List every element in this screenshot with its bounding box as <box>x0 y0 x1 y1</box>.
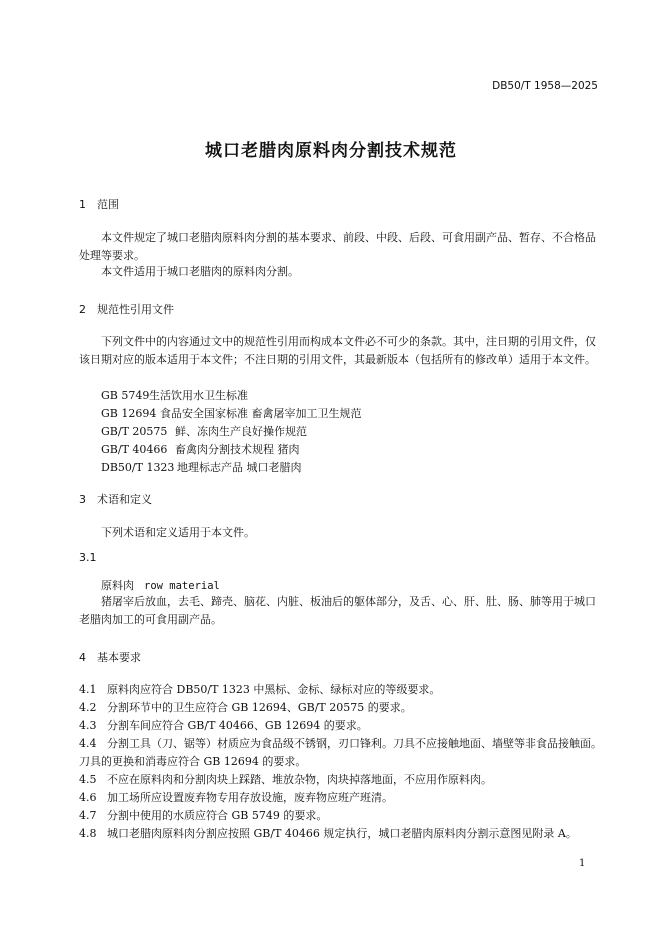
section-1-paragraph-1: 本文件规定了城口老腊肉原料肉分割的基本要求、前段、中段、后段、可食用副产品、暂存、不合格品处理等要求。 <box>79 231 596 262</box>
requirement-text: 分割车间应符合 GB/T 40466、GB 12694 的要求。 <box>107 719 368 732</box>
reference-item <box>101 423 307 439</box>
reference-item <box>101 441 300 457</box>
section-title: 基本要求 <box>97 651 141 664</box>
section-number: 2 <box>79 303 86 316</box>
term-entry <box>101 577 220 593</box>
section-3-heading <box>79 491 152 507</box>
requirement-item <box>79 717 603 735</box>
reference-code: GB/T 40466 <box>101 443 168 456</box>
requirement-text: 分割环节中的卫生应符合 GB 12694、GB/T 20575 的要求。 <box>107 701 412 714</box>
requirement-number: 4.5 <box>79 773 97 786</box>
reference-item <box>101 459 302 475</box>
requirement-text: 城口老腊肉原料肉分割应按照 GB/T 40466 规定执行，城口老腊肉原料肉分割示意图见附录 A。 <box>107 827 577 840</box>
requirement-item <box>79 825 603 843</box>
section-number: 4 <box>79 651 86 664</box>
requirement-number: 4.2 <box>79 701 97 714</box>
reference-code: DB50/T 1323 <box>101 461 175 474</box>
requirement-number: 4.6 <box>79 791 97 804</box>
reference-title: 地理标志产品 城口老腊肉 <box>177 461 302 474</box>
requirement-text: 不应在原料肉和分割肉块上踩踏、堆放杂物，肉块掉落地面，不应用作原料肉。 <box>107 773 492 786</box>
section-number: 3 <box>79 493 86 506</box>
requirement-number: 4.4 <box>79 737 97 750</box>
reference-item <box>101 405 362 421</box>
reference-code: GB 5749 <box>101 389 150 402</box>
requirement-text: 加工场所应设置废弃物专用存放设施，废弃物应班产班清。 <box>107 791 393 804</box>
section-4-heading <box>79 649 141 665</box>
reference-title: 生活饮用水卫生标准 <box>149 389 248 402</box>
subsection-number: 3.1 <box>79 551 97 564</box>
term-english: row material <box>144 580 220 592</box>
page-title: 城口老腊肉原料肉分割技术规范 <box>205 141 457 161</box>
requirement-number: 4.7 <box>79 809 97 822</box>
section-2-heading <box>79 301 174 317</box>
requirement-item <box>79 699 603 717</box>
requirement-item <box>79 735 603 771</box>
term-definition: 猪屠宰后放血，去毛、蹄壳、脑花、内脏、板油后的躯体部分，及舌、心、肝、肚、肠、肺等用于城口老腊肉加工的可食用副产品。 <box>79 595 596 626</box>
requirement-text: 分割中使用的水质应符合 GB 5749 的要求。 <box>107 809 328 822</box>
requirement-item <box>79 807 603 825</box>
requirement-number: 4.1 <box>79 683 97 696</box>
section-number: 1 <box>79 198 86 211</box>
page-number: 1 <box>579 858 586 869</box>
reference-title: 鲜、冻肉生产良好操作规范 <box>175 425 307 438</box>
section-3-paragraph-1: 下列术语和定义适用于本文件。 <box>101 526 255 539</box>
requirement-number: 4.8 <box>79 827 97 840</box>
requirement-number: 4.3 <box>79 719 97 732</box>
section-1-paragraph-2: 本文件适用于城口老腊肉的原料肉分割。 <box>101 265 299 278</box>
standard-number: DB50/T 1958—2025 <box>492 80 598 92</box>
section-title: 范围 <box>97 198 119 211</box>
requirement-item <box>79 681 603 699</box>
requirement-item <box>79 771 603 789</box>
section-1-heading <box>79 196 119 212</box>
requirement-item <box>79 789 603 807</box>
reference-title: 畜禽肉分割技术规程 猪肉 <box>175 443 300 456</box>
section-title: 术语和定义 <box>97 493 152 506</box>
section-title: 规范性引用文件 <box>97 303 174 316</box>
requirement-text: 分割工具（刀、锯等）材质应为食品级不锈钢，刃口锋利。刀具不应接触地面、墙壁等非食品接触面。刀具的更换和消毒应符合 GB 12694 的要求。 <box>79 737 602 768</box>
reference-code: GB/T 20575 <box>101 425 168 438</box>
reference-title: 食品安全国家标准 畜禽屠宰加工卫生规范 <box>160 407 362 420</box>
reference-code: GB 12694 <box>101 407 157 420</box>
requirement-text: 原料肉应符合 DB50/T 1323 中黑标、金标、绿标对应的等级要求。 <box>107 683 441 696</box>
reference-item <box>101 387 248 403</box>
section-2-paragraph-1: 下列文件中的内容通过文中的规范性引用而构成本文件必不可少的条款。其中，注日期的引用文件，仅该日期对应的版本适用于本文件；不注日期的引用文件，其最新版本（包括所有的修改单）适用于本文件。 <box>79 335 596 366</box>
term-chinese: 原料肉 <box>101 579 134 592</box>
